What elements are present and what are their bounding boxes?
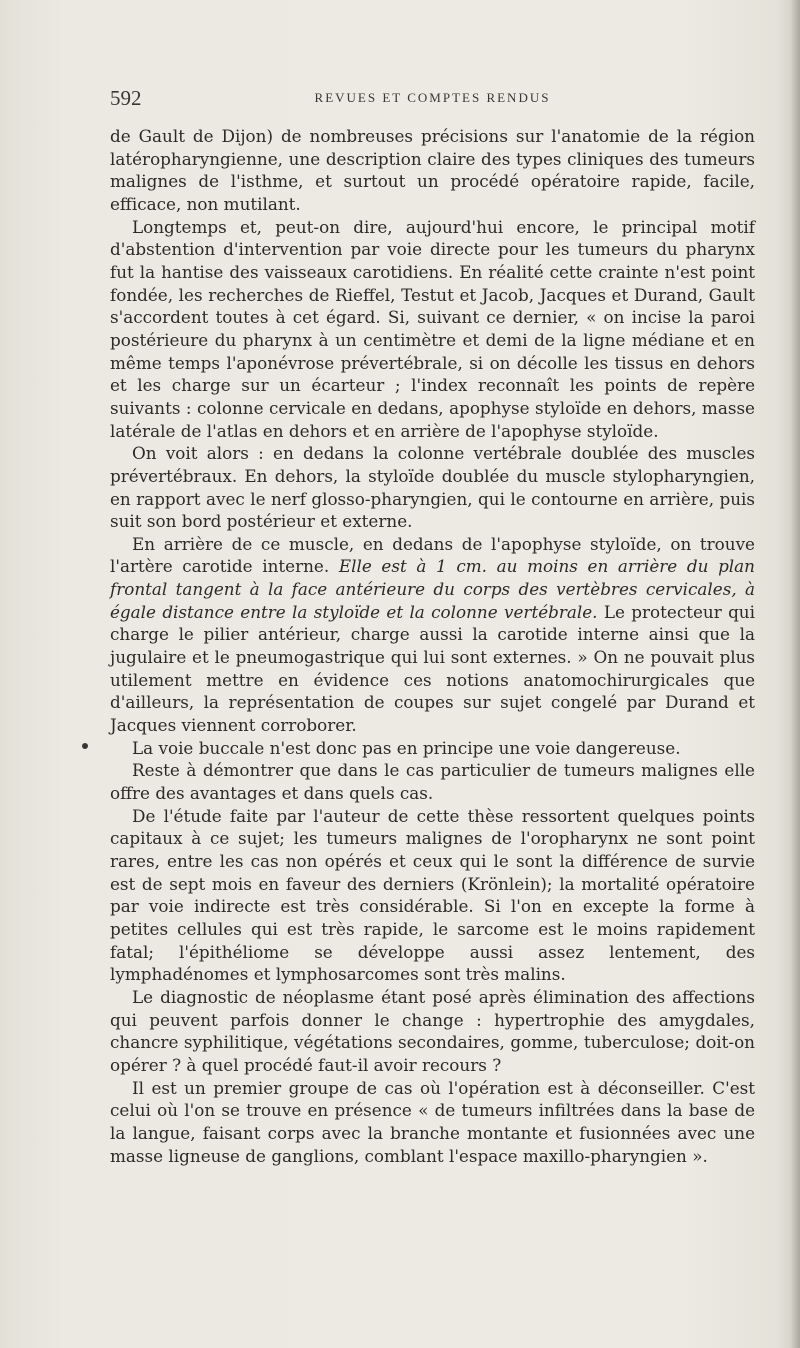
paragraph-text: Le protecteur qui charge le pilier antérieur, charge aussi la carotide interne ainsi que la jugulaire et le pneumogastrique qui lui sont externes. » On ne pouvait plus utilement mettre en évidence ces notions anatomochirurgicales que d'ailleurs, la représentation de coupes sur sujet congelé par Durand et Jacques viennent corroborer. <box>110 601 755 736</box>
page-number: 592 <box>110 86 142 110</box>
margin-mark <box>82 743 88 749</box>
paragraph <box>110 533 755 737</box>
page-edge-shadow <box>790 0 800 1348</box>
paragraph: Longtemps et, peut-on dire, aujourd'hui encore, le principal motif d'abstention d'intervention par voie directe pour les tumeurs du pharynx fut la hantise des vaisseaux carotidiens. En réalité cette crainte n'est point fondée, les recherches de Rieffel, Testut et Jacob, Jacques et Durand, Gault s'accordent toutes à cet égard. Si, suivant ce dernier, « on incise la paroi postérieure du pharynx à un centimètre et demi de la ligne médiane et en même temps l'aponévrose prévertébrale, si on décolle les tissus en dehors et les charge sur un écarteur ; l'index reconnaît les points de repère suivants : colonne cervicale en dedans, apophyse styloïde en dehors, masse latérale de l'atlas en dehors et en arrière de l'apophyse styloïde. <box>110 216 755 441</box>
article-body <box>110 125 755 1167</box>
running-head: REVUES ET COMPTES RENDUS <box>314 90 551 105</box>
paragraph: Le diagnostic de néoplasme étant posé après élimination des affections qui peuvent parfois donner le change : hypertrophie des amygdales, chancre syphilitique, végétations secondaires, gomme, tuberculose; doit-on opérer ? à quel procédé faut-il avoir recours ? <box>110 986 755 1075</box>
page-header <box>110 86 755 116</box>
paragraph: Reste à démontrer que dans le cas particulier de tumeurs malignes elle offre des avantages et dans quels cas. <box>110 760 755 804</box>
paragraph: Il est un premier groupe de cas où l'opération est à déconseiller. C'est celui où l'on se trouve en présence « de tumeurs infiltrées dans la base de la langue, faisant corps avec la branche montante et fusionnées avec une masse ligneuse de ganglions, comblant l'espace maxillo-pharyngien ». <box>110 1077 755 1166</box>
italic-passage: Elle est à 1 cm. au moins en arrière du plan frontal tangent à la face antérieure du corps des vertèbres cervicales, à égale distance entre la styloïde et la colonne vertébrale. <box>110 556 755 622</box>
paragraph: De l'étude faite par l'auteur de cette thèse ressortent quelques points capitaux à ce sujet; les tumeurs malignes de l'oropharynx ne sont point rares, entre les cas non opérés et ceux qui le sont la différence de survie est de sept mois en faveur des derniers (Krönlein); la mortalité opératoire par voie indirecte est très considérable. Si l'on en excepte la forme à petites cellules qui est très rapide, le sarcome est le moins rapidement fatal; l'épithéliome se développe aussi assez lentement, des lymphadénomes et lymphosarcomes sont très malins. <box>110 805 755 985</box>
paragraph: de Gault de Dijon) de nombreuses précisions sur l'anatomie de la région latéropharyngienne, une description claire des types cliniques des tumeurs malignes de l'isthme, et surtout un procédé opératoire rapide, facile, efficace, non mutilant. <box>110 126 755 214</box>
paragraph: On voit alors : en dedans la colonne vertébrale doublée des muscles prévertébraux. En dehors, la styloïde doublée du muscle stylopharyngien, en rapport avec le nerf glosso-pharyngien, qui le contourne en arrière, puis suit son bord postérieur et externe. <box>110 443 755 532</box>
paragraph: La voie buccale n'est donc pas en principe une voie dangereuse. <box>132 737 681 758</box>
paragraph-text: En arrière de ce muscle, en dedans de l'apophyse styloïde, on trouve l'artère carotide interne. <box>110 533 755 577</box>
